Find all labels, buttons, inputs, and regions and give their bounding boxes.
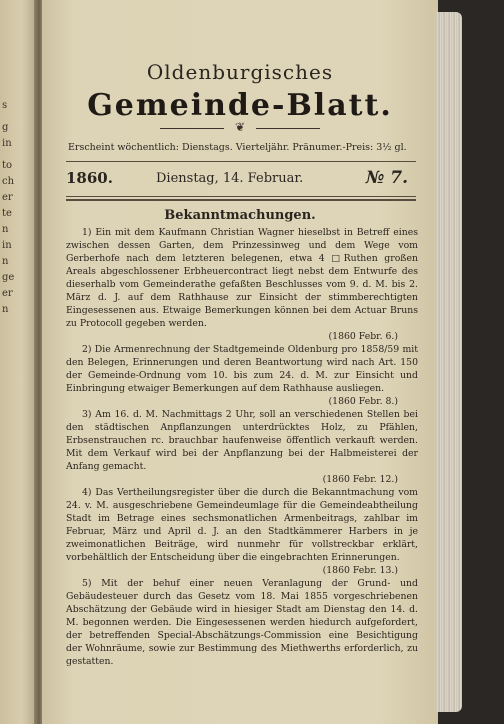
margin-fragment: n: [2, 224, 9, 235]
margin-fragment: n: [2, 256, 9, 267]
issue-number: № 7.: [365, 168, 408, 188]
notice-text: 4) Das Vertheilungsregister über die durch die Bekanntmachung vom 24. v. M. ausgeschriebene Gemeindeumlage für die Gemeindeabtheilung Stadt im Betrage eines sechsmonatlichen Armenbeitrags, zahlbar im Februar, März und April d. J. an den Stadtkämmerer Harbers in je zweimonatlichen Beiträge, wird nunmehr für vollstreckbar erklärt, vorbehältlich der Entscheidung über die eingebrachten Erinnerungen.: [66, 487, 418, 563]
margin-fragment: n: [2, 304, 9, 315]
notice-text: 3) Am 16. d. M. Nachmittags 2 Uhr, soll an verschiedenen Stellen bei den städtischen Anpflanzungen unterdrücktes Holz, zu Pfählen, Erbsenstrauchen rc. brauchbar haufenweise öffentlich verkauft werden. Mit dem Verkauf wird bei der Anpflanzung bei der Halbmeisterei der Anfang gemacht.: [66, 409, 418, 472]
title-ornament: [160, 120, 320, 134]
section-heading: Bekanntmachungen.: [164, 208, 316, 223]
margin-fragment: in: [2, 138, 12, 149]
gazette-page: [42, 0, 438, 724]
margin-fragment: er: [2, 288, 13, 299]
margin-fragment: s: [2, 100, 8, 111]
notice-4: [66, 486, 418, 577]
notice-text: 1) Ein mit dem Kaufmann Christian Wagner hieselbst in Betreff eines zwischen dessen Garten, dem Prinzessinweg und dem Wege vom Gerberhofe nach dem letzteren belegenen, etwa 4 □Ruthen großen Areals abgeschlossener Erbheuercontract liegt nebst dem Entwurfe des dieserhalb vom Gemeinderathe gefaßten Beschlusses vom 9. d. M. bis 2. März d. J. auf dem Rathhause zur Einsicht der stimmberechtigten Eingesessenen aus. Etwaige Bemerkungen können bei dem Actuar Bruns zu Protocoll gegeben werden.: [66, 227, 418, 329]
margin-fragment: ge: [2, 272, 15, 283]
margin-fragment: in: [2, 240, 12, 251]
issue-dateline: [66, 168, 416, 192]
notice-text: 2) Die Armenrechnung der Stadtgemeinde Oldenburg pro 1858/59 mit den Belegen, Erinnerungen und deren Beantwortung wird nach Art. 150 der Gemeinde-Ordnung vom 10. bis zum 24. d. M. zur Einsicht und Einbringung etwaiger Bemerkungen auf dem Rathhause ausliegen.: [66, 344, 418, 394]
notice-text: 5) Mit der behuf einer neuen Veranlagung der Grund- und Gebäudesteuer durch das Gesetz vom 18. Mai 1855 vorgeschriebenen Abschätzung der Gebäude wird in hiesiger Stadt am Dienstag den 14. d. M. begonnen werden. Die Eingesessenen werden hiedurch aufgefordert, der betreffenden Special-Abschätzungs-Commission eine Besichtigung der Wohnräume, sowie zur Bestimmung des Miethwerths erforderlich, zu gestatten.: [66, 578, 418, 667]
margin-fragment: ch: [2, 176, 15, 187]
page-title: Gemeinde-Blatt.: [87, 88, 393, 123]
divider: [66, 196, 416, 197]
notices-body: [66, 226, 418, 668]
issue-date: Dienstag, 14. Februar.: [156, 171, 304, 186]
divider: [66, 161, 416, 162]
notice-5: [66, 577, 418, 668]
ornament-glyph: ❦: [234, 120, 246, 134]
book-page-edges: [436, 12, 462, 712]
margin-fragment: to: [2, 160, 13, 171]
margin-fragment: g: [2, 122, 9, 133]
issue-year: 1860.: [66, 169, 113, 187]
notice-reference: (1860 Febr. 12.): [322, 474, 398, 485]
notice-3: [66, 408, 418, 486]
notice-1: [66, 226, 418, 343]
divider-thick: [66, 199, 416, 201]
margin-fragment: er: [2, 192, 13, 203]
publication-info: Erscheint wöchentlich: Dienstags. Vierteljähr. Pränumer.-Preis: 3½ gl.: [68, 142, 407, 153]
gazette-kicker: Oldenburgisches: [146, 60, 334, 84]
notice-2: [66, 343, 418, 408]
notice-reference: (1860 Febr. 6.): [328, 331, 398, 342]
notice-reference: (1860 Febr. 8.): [328, 396, 398, 407]
margin-fragment: te: [2, 208, 12, 219]
previous-page-edge: [0, 0, 36, 724]
notice-reference: (1860 Febr. 13.): [322, 565, 398, 576]
